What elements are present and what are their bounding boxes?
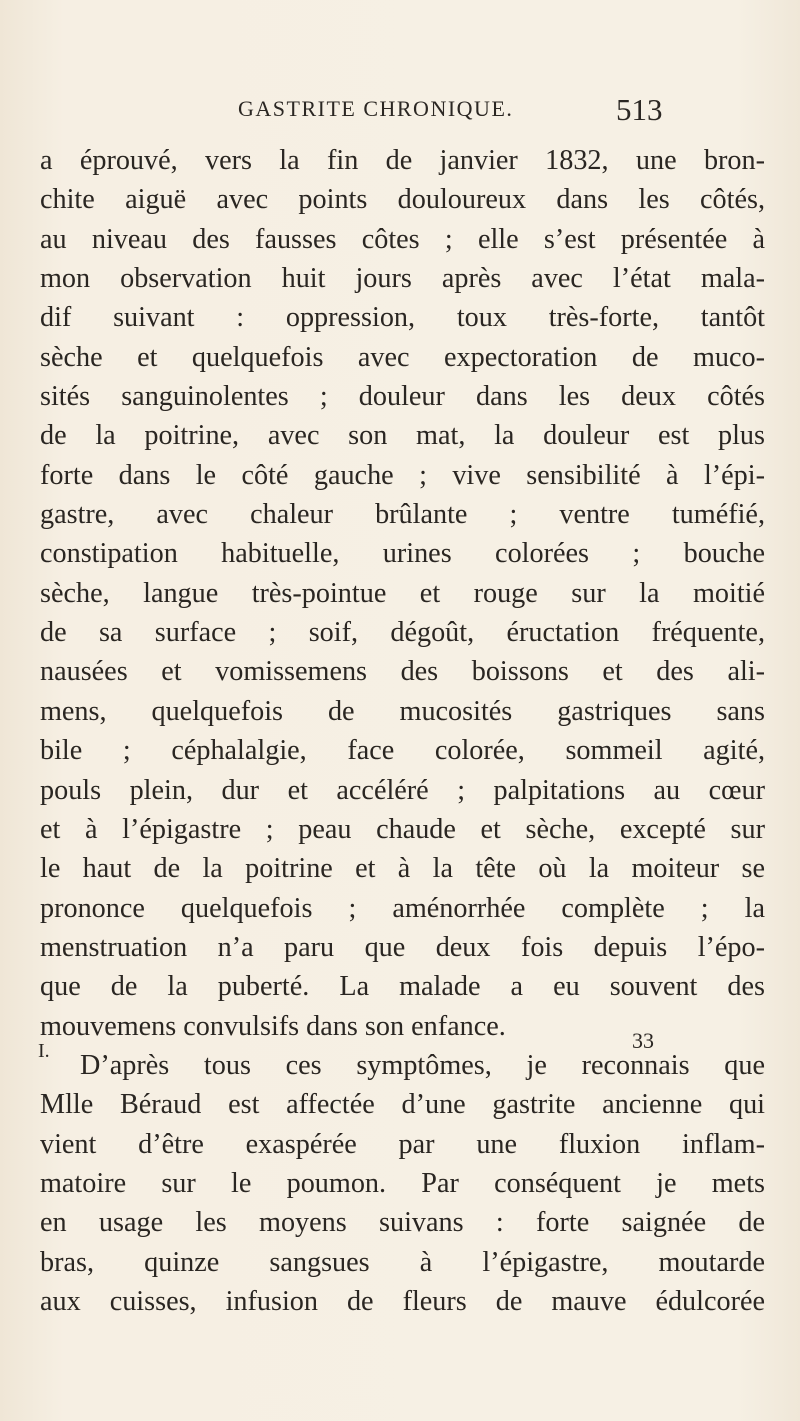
text-line: bile ; céphalalgie, face colorée, sommeil agité, [40,735,765,767]
text-line: constipation habituelle, urines colorées ; bouche [40,538,765,570]
text-line: matoire sur le poumon. Par conséquent je mets [40,1167,765,1199]
text-line: vient d’être exaspérée par une fluxion inflam- [40,1128,765,1160]
text-line: mens, quelquefois de mucosités gastriques sans [40,695,765,727]
text-line: que de la puberté. La malade a eu souvent des [40,971,765,1003]
running-title: GASTRITE CHRONIQUE. [238,96,514,121]
text-line: en usage les moyens suivans : forte saignée de [40,1207,765,1239]
text-line: au niveau des fausses côtes ; elle s’est présentée à [40,223,765,255]
text-line: chite aiguë avec points douloureux dans les côtés, [40,184,765,216]
text-line: sèche et quelquefois avec expectoration de muco- [40,341,765,373]
text-line: sités sanguinolentes ; douleur dans les deux côtés [40,381,765,413]
page-number: 513 [616,92,663,127]
text-line: Mlle Béraud est affectée d’une gastrite ancienne qui [40,1089,765,1121]
page-header [0,92,800,132]
text-line: le haut de la poitrine et à la tête où la moiteur se [40,853,765,885]
text-line: bras, quinze sangsues à l’épigastre, moutarde [40,1246,765,1278]
text-line: prononce quelquefois ; aménorrhée complète ; la [40,892,765,924]
sheet-mark: I. [38,1040,50,1062]
text-line: menstruation n’a paru que deux fois depuis l’épo- [40,931,765,963]
text-line: de sa surface ; soif, dégoût, éructation fréquente, [40,617,765,649]
signature-mark: 33 [632,1028,654,1053]
text-line: pouls plein, dur et accéléré ; palpitations au cœur [40,774,765,806]
text-line: nausées et vomissemens des boissons et des ali- [40,656,765,688]
text-line: de la poitrine, avec son mat, la douleur est plus [40,420,765,452]
text-line: mon observation huit jours après avec l’état mala- [40,263,765,295]
text-line: aux cuisses, infusion de fleurs de mauve édulcorée [40,1285,765,1317]
text-line: a éprouvé, vers la fin de janvier 1832, une bron- [40,145,765,176]
text-line: sèche, langue très-pointue et rouge sur la moitié [40,577,765,609]
text-line: gastre, avec chaleur brûlante ; ventre tuméfié, [40,499,765,531]
text-line: D’après tous ces symptômes, je reconnais que [80,1049,765,1081]
body-text [40,141,765,1321]
text-line: et à l’épigastre ; peau chaude et sèche, excepté sur [40,813,765,845]
text-line: dif suivant : oppression, toux très-forte, tantôt [40,302,765,334]
text-line: forte dans le côté gauche ; vive sensibilité à l’épi- [40,459,765,491]
text-line: mouvemens convulsifs dans son enfance. [40,1010,506,1042]
